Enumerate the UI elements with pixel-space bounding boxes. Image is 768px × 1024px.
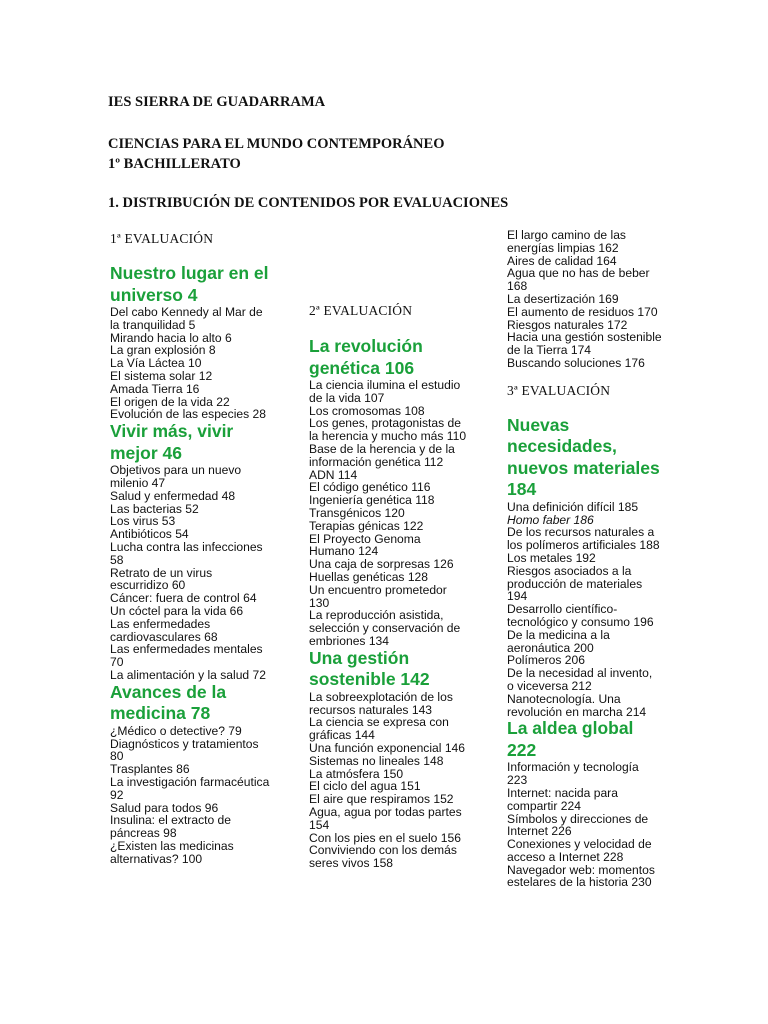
content-item: ¿Médico o detective? 79 <box>110 723 242 738</box>
content-item: Huellas genéticas 128 <box>309 569 429 584</box>
content-item: El ciclo del agua 151 <box>309 779 421 794</box>
content-item: La ciencia se expresa con gráficas 144 <box>309 715 449 743</box>
content-item: La alimentación y la salud 72 <box>110 667 266 682</box>
content-item: Riesgos naturales 172 <box>507 317 628 332</box>
unit-items <box>507 761 662 889</box>
content-item: El código genético 116 <box>309 480 431 495</box>
content-item: ¿Existen las medicinas alternativas? 100 <box>110 838 234 866</box>
content-item: El sistema solar 12 <box>110 368 213 383</box>
content-item: Amada Tierra 16 <box>110 381 200 396</box>
content-item: Los cromosomas 108 <box>309 403 425 418</box>
unit-items <box>507 501 662 719</box>
content-item: Aires de calidad 164 <box>507 253 617 268</box>
content-item: La gran explosión 8 <box>110 343 216 358</box>
content-item: Conexiones y velocidad de acceso a Internet 228 <box>507 837 652 864</box>
content-item: Salud para todos 96 <box>110 800 219 815</box>
content-item: Conviviendo con los demás seres vivos 158 <box>309 843 457 871</box>
content-item: La atmósfera 150 <box>309 766 404 781</box>
content-item: Transgénicos 120 <box>309 505 405 520</box>
content-item: La reproducción asistida, selección y conservación de embriones 134 <box>309 608 461 648</box>
evaluation-heading-second: 2ª EVALUACIÓN <box>309 303 413 318</box>
content-item: La investigación farmacéutica 92 <box>110 774 270 802</box>
content-item: Diagnósticos y tratamientos 80 <box>110 736 259 764</box>
unit-block <box>507 415 662 719</box>
content-item: El largo camino de las energías limpias 162 <box>507 228 626 255</box>
unit-title: La aldea global 222 <box>507 718 634 760</box>
content-item: Los virus 53 <box>110 514 176 529</box>
content-item: Salud y enfermedad 48 <box>110 488 236 503</box>
content-item: De los recursos naturales a los polímeros artificiales 188 <box>507 525 660 553</box>
column-third-evaluation <box>507 229 662 889</box>
content-item: Antibióticos 54 <box>110 527 189 542</box>
content-item: El origen de la vida 22 <box>110 394 230 409</box>
school-name: IES SIERRA DE GUADARRAMA <box>108 94 326 110</box>
content-item: Desarrollo científico-tecnológico y consumo 196 <box>507 602 654 629</box>
column-first-evaluation <box>110 231 270 865</box>
unit-list <box>309 336 469 870</box>
content-item: La desertización 169 <box>507 291 619 306</box>
content-item: Homo faber 186 <box>507 512 594 527</box>
content-item: El aire que respiramos 152 <box>309 792 454 807</box>
content-item: El Proyecto Genoma Humano 124 <box>309 531 421 559</box>
content-item: Del cabo Kennedy al Mar de la tranquilidad 5 <box>110 305 263 332</box>
content-item: Hacia una gestión sostenible de la Tierra 174 <box>507 330 662 358</box>
content-item: La Vía Láctea 10 <box>110 356 202 371</box>
content-item: Un cóctel para la vida 66 <box>110 603 244 618</box>
content-item: Sistemas no lineales 148 <box>309 753 444 768</box>
content-item: La sobreexplotación de los recursos naturales 143 <box>309 689 453 717</box>
content-item: Navegador web: momentos estelares de la historia 230 <box>507 862 655 890</box>
content-item: Información y tecnología 223 <box>507 760 639 788</box>
unit-block <box>309 648 469 870</box>
content-item: Una definición difícil 185 <box>507 499 639 514</box>
content-item: Buscando soluciones 176 <box>507 355 645 370</box>
content-item: Agua, agua por todas partes 154 <box>309 804 462 832</box>
unit-title: Avances de la medicina 78 <box>110 681 227 724</box>
section-heading: 1. DISTRIBUCIÓN DE CONTENIDOS POR EVALUACIONES <box>108 195 509 211</box>
unit-items <box>309 691 469 870</box>
unit-items <box>110 464 270 682</box>
unit-title: Nuestro lugar en el universo 4 <box>110 263 269 305</box>
content-item: Las enfermedades mentales 70 <box>110 642 263 670</box>
content-item: Los metales 192 <box>507 550 596 565</box>
content-item: Las bacterias 52 <box>110 501 199 516</box>
unit-title: Nuevas necesidades, nuevos materiales 184 <box>507 414 660 500</box>
unit-items <box>110 306 270 421</box>
content-item: Polímeros 206 <box>507 653 585 668</box>
content-item: Base de la herencia y de la información genética 112 <box>309 441 455 469</box>
content-item: El aumento de residuos 170 <box>507 304 658 319</box>
content-item: Mirando hacia lo alto 6 <box>110 330 232 345</box>
content-item: Una caja de sorpresas 126 <box>309 557 454 572</box>
evaluation-heading-first: 1ª EVALUACIÓN <box>110 231 214 246</box>
content-item: Con los pies en el suelo 156 <box>309 830 461 845</box>
content-item: De la medicina a la aeronáutica 200 <box>507 627 610 655</box>
content-item: Una función exponencial 146 <box>309 740 465 755</box>
continued-unit-items <box>507 229 662 370</box>
evaluation-heading-third: 3ª EVALUACIÓN <box>507 382 611 398</box>
column-second-evaluation <box>309 303 469 870</box>
content-item: ADN 114 <box>309 467 358 482</box>
content-item: Nanotecnología. Una revolución en marcha 214 <box>507 691 647 719</box>
content-item: Lucha contra las infecciones 58 <box>110 539 263 567</box>
unit-title: Vivir más, vivir mejor 46 <box>110 421 234 463</box>
content-item: Retrato de un virus escurridizo 60 <box>110 565 213 593</box>
content-item: Un encuentro prometedor 130 <box>309 582 447 610</box>
unit-list <box>110 263 270 865</box>
content-item: Trasplantes 86 <box>110 762 190 777</box>
unit-title: Una gestión sostenible 142 <box>309 647 430 690</box>
subject-title: CIENCIAS PARA EL MUNDO CONTEMPORÁNEO <box>108 136 445 152</box>
content-item: Insulina: el extracto de páncreas 98 <box>110 813 232 841</box>
content-item: Objetivos para un nuevo milenio 47 <box>110 463 242 490</box>
course-level: 1º BACHILLERATO <box>108 156 241 172</box>
content-item: Agua que no has de beber 168 <box>507 266 650 294</box>
unit-list <box>507 415 662 890</box>
content-item: De la necesidad al invento, o viceversa 212 <box>507 666 653 693</box>
unit-block <box>110 263 270 421</box>
content-item: Las enfermedades cardiovasculares 68 <box>110 616 218 644</box>
content-item: La ciencia ilumina el estudio de la vida 107 <box>309 378 461 405</box>
unit-block <box>110 682 270 866</box>
unit-items <box>309 379 469 648</box>
content-item: Terapias génicas 122 <box>309 518 424 533</box>
content-item: Riesgos asociados a la producción de materiales 194 <box>507 563 643 604</box>
unit-block <box>507 718 662 889</box>
content-item: Símbolos y direcciones de Internet 226 <box>507 811 649 839</box>
content-item: Ingeniería genética 118 <box>309 493 435 508</box>
unit-items <box>110 725 270 866</box>
unit-title: La revolución genética 106 <box>309 336 423 378</box>
unit-block <box>309 336 469 648</box>
content-item: Los genes, protagonistas de la herencia y mucho más 110 <box>309 416 467 444</box>
content-item: Evolución de las especies 28 <box>110 407 266 422</box>
unit-block <box>110 421 270 682</box>
content-item: Internet: nacida para compartir 224 <box>507 785 618 813</box>
content-item: Cáncer: fuera de control 64 <box>110 591 257 606</box>
